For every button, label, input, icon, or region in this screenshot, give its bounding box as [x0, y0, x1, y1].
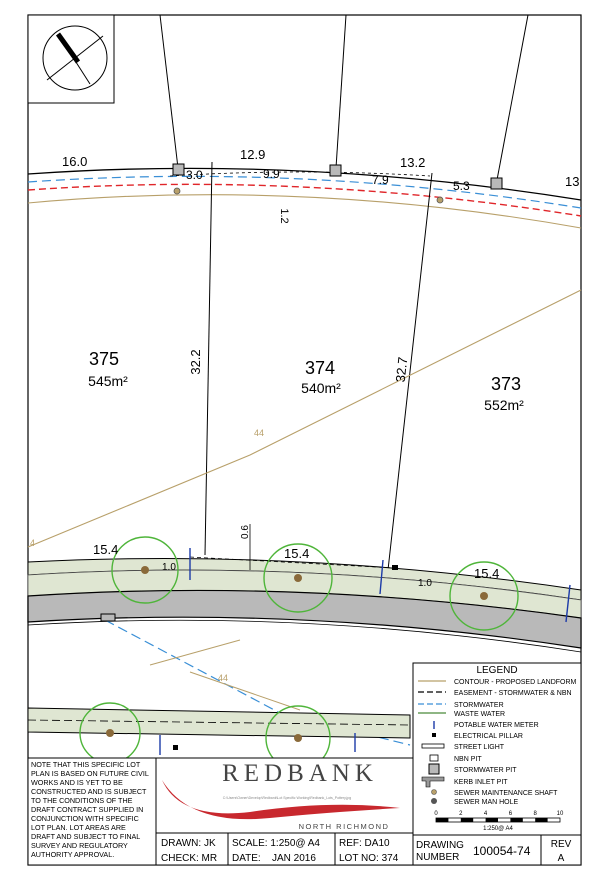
drawing-number-label: NUMBER [416, 852, 460, 863]
north-arrow-icon [28, 15, 114, 103]
note-box [28, 758, 156, 865]
legend-nbn-pit-icon [430, 755, 438, 761]
brand-file-path: C:\Users\Owner\Develop\Redbank\Lot Specific Working\Redbank_Lots_Pottery.jpg [222, 796, 352, 800]
legend-title: LEGEND [476, 665, 518, 676]
note-line: CONJUNCTION WITH SPECIFIC [31, 814, 139, 823]
contour-label: 44 [254, 428, 265, 438]
legend-street-light-icon [422, 744, 444, 748]
legend-item: NBN PIT [454, 756, 482, 763]
legend-electrical-pillar-icon [432, 733, 436, 737]
lot-area-374: 540m² [301, 380, 341, 396]
dim-setback-1-0b: 1.0 [418, 578, 432, 589]
legend-sewer-shaft-icon [432, 790, 437, 795]
brand-logo: REDBANK [222, 760, 378, 787]
dim-front-374: 12.9 [240, 147, 266, 162]
lot-number-374: 374 [304, 358, 336, 378]
brand-subtitle: NORTH RICHMOND [298, 822, 390, 831]
lot-number-375: 375 [88, 349, 120, 369]
dim-front-375: 16.0 [62, 154, 88, 169]
note-line: PLAN IS BASED ON FUTURE CIVIL [31, 769, 149, 778]
lot-area-375: 545m² [88, 373, 128, 389]
legend [413, 663, 581, 835]
legend-item: EASEMENT - STORMWATER & NBN [454, 690, 572, 697]
note-line: DRAFT AND SUBJECT TO FINAL [31, 832, 141, 841]
scale-tick: 10 [556, 811, 564, 817]
scale-tick: 6 [508, 811, 513, 817]
scale-tick: 2 [459, 811, 463, 817]
dim-rear-375: 15.4 [93, 542, 119, 557]
legend-item: WASTE WATER [454, 711, 506, 718]
legend-item: ELECTRICAL PILLAR [454, 733, 523, 740]
dim-side-left: 32.2 [188, 349, 203, 375]
revision-value: A [557, 853, 565, 864]
legend-item: STORMWATER PIT [454, 767, 517, 774]
revision-label: REV [550, 839, 572, 850]
dim-easement-373a: 7.9 [372, 173, 389, 187]
legend-stormwater-pit-icon [429, 764, 439, 774]
legend-item: POTABLE WATER METER [454, 722, 539, 729]
dim-front-next: 13 [565, 174, 580, 189]
scale-tick: 8 [533, 811, 537, 817]
note-line: CONSTRUCTED AND IS SUBJECT [31, 787, 147, 796]
drawing-number: 100054-74 [473, 844, 531, 858]
drawn-by: DRAWN: JK [161, 838, 216, 849]
dim-easement-375: 3.0 [186, 168, 203, 182]
dim-rear-373: 15.4 [474, 566, 500, 581]
dim-easement-374: 9.9 [263, 167, 280, 181]
note-line: SURVEY AND REGULATORY [31, 841, 128, 850]
date-value: JAN 2016 [272, 853, 316, 864]
dim-front-373: 13.2 [400, 155, 426, 170]
note-line: NOTE THAT THIS SPECIFIC LOT [31, 760, 141, 769]
legend-item: SEWER MAN HOLE [454, 799, 519, 806]
ref-label: REF: DA10 [339, 838, 390, 849]
scale-note: 1:250@ A4 [483, 826, 513, 832]
lot-number-373: 373 [490, 374, 522, 394]
note-line: DRAFT CONTRACT SUPPLIED IN [31, 805, 144, 814]
dim-setback-0-6: 0.6 [240, 525, 251, 539]
legend-item: CONTOUR - PROPOSED LANDFORM [454, 679, 577, 686]
dim-setback-1-0a: 1.0 [162, 562, 176, 573]
note-line: WORKS AND IS YET TO BE [31, 778, 123, 787]
checked-by: CHECK: MR [161, 853, 218, 864]
scale-tick: 0 [434, 811, 438, 817]
legend-item: STORMWATER [454, 702, 504, 709]
dim-rear-374: 15.4 [284, 546, 310, 561]
brand-block [156, 758, 413, 833]
legend-item: KERB INLET PIT [454, 779, 508, 786]
lot-area-373: 552m² [484, 397, 524, 413]
dim-easement-373b: 5.3 [453, 179, 470, 193]
scale-label: SCALE: 1:250@ A4 [232, 838, 320, 849]
dim-offset: 1.2 [278, 208, 290, 224]
contour-label: 44 [218, 673, 229, 683]
legend-item: STREET LIGHT [454, 744, 505, 751]
note-line: AUTHORITY APPROVAL. [31, 850, 115, 859]
dim-side-right: 32.7 [392, 356, 411, 383]
drawing-number-label: DRAWING [416, 840, 464, 851]
legend-sewer-manhole-icon [431, 798, 437, 804]
legend-item: SEWER MAINTENANCE SHAFT [454, 790, 558, 797]
kerb-inlet-pit [101, 614, 115, 621]
note-line: LOT PLAN. LOT AREAS ARE [31, 823, 126, 832]
lot-number-label: LOT NO: 374 [339, 853, 399, 864]
contour-label: 4 [30, 538, 36, 548]
date-label: DATE: [232, 853, 261, 864]
note-line: TO THE CONDITIONS OF THE [31, 796, 133, 805]
scale-tick: 4 [483, 811, 488, 817]
